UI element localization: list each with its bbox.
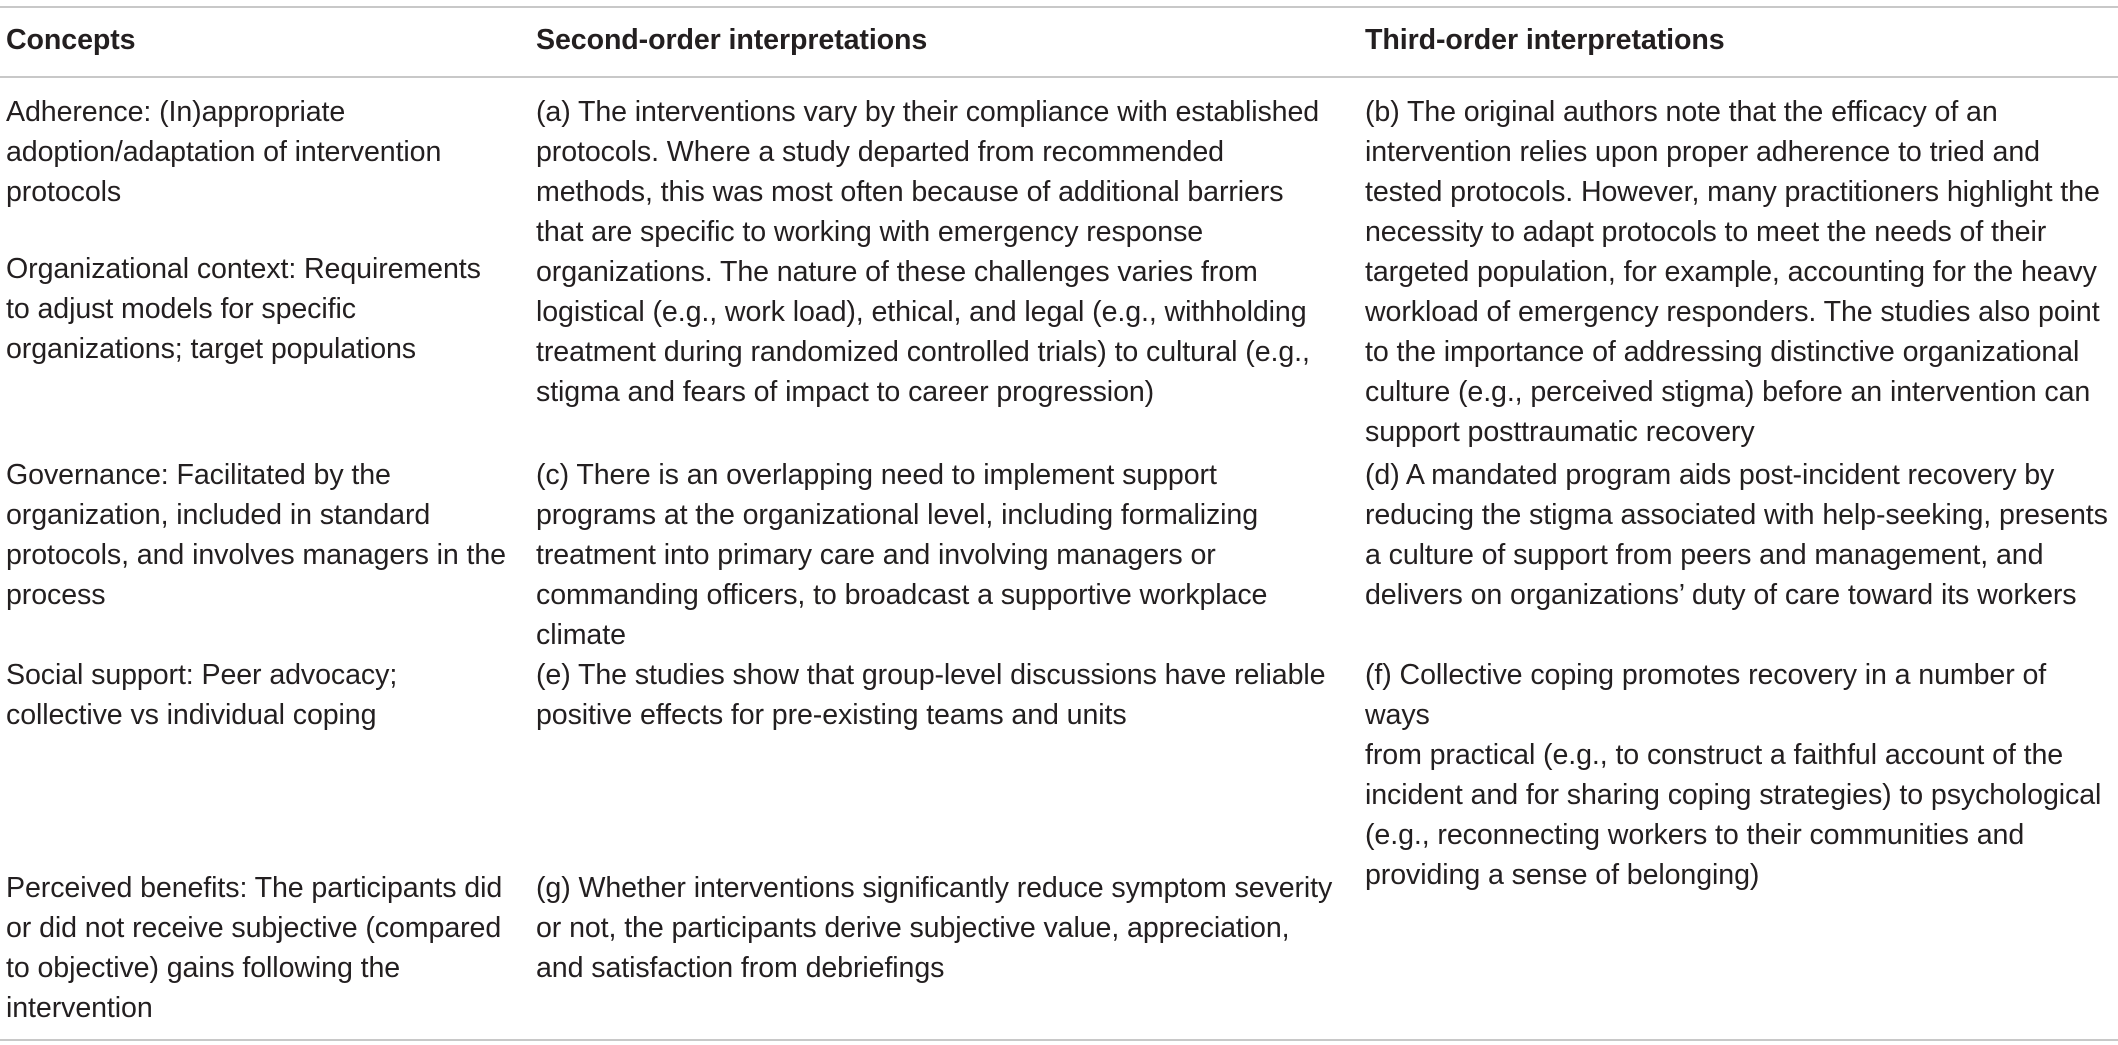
header-concepts: Concepts (6, 24, 136, 56)
third-order-f: (f) Collective coping promotes recovery in a number of ways from practical (e.g., to construct a faithful account of the incident and for sharing coping strategies) to psychological (e.g., reconnecting workers to their communities and providing a sense of belonging) (1365, 659, 2102, 891)
second-order-c: (c) There is an overlapping need to implement support programs at the organizational level, including formalizing treatment into primary care and involving managers or commanding officers, to broadcast a supportive workplace climate (536, 459, 1268, 651)
second-order-e: (e) The studies show that group-level discussions have reliable positive effects for pre-existing teams and units (536, 659, 1326, 731)
concept-social-support: Social support: Peer advocacy; collective vs individual coping (6, 659, 398, 731)
concept-adherence: Adherence: (In)appropriate adoption/adaptation of intervention protocols (6, 96, 442, 208)
second-order-g: (g) Whether interventions significantly reduce symptom severity or not, the participants derive subjective value, appreciation, and satisfaction from debriefings (536, 872, 1333, 984)
concept-perceived-benefits: Perceived benefits: The participants did or did not receive subjective (compared to objective) gains following the intervention (6, 872, 503, 1024)
header-third-order: Third-order interpretations (1365, 24, 1725, 56)
table-header-rule (0, 76, 2118, 78)
header-second-order: Second-order interpretations (536, 24, 928, 56)
third-order-d: (d) A mandated program aids post-incident recovery by reducing the stigma associated with help-seeking, presents a culture of support from peers and management, and delivers on organizations’ duty of care toward its workers (1365, 459, 2108, 611)
concept-governance: Governance: Facilitated by the organization, included in standard protocols, and involves managers in the process (6, 459, 506, 611)
second-order-a: (a) The interventions vary by their compliance with established protocols. Where a study departed from recommended methods, this was most often because of additional barriers that are specific to working with emergency response organizations. The nature of these challenges varies from logistical (e.g., work load), ethical, and legal (e.g., withholding treatment during randomized controlled trials) to cultural (e.g., stigma and fears of impact to career progression) (536, 96, 1320, 408)
third-order-b: (b) The original authors note that the efficacy of an intervention relies upon proper adherence to tried and tested protocols. However, many practitioners highlight the necessity to adapt protocols to meet the needs of their targeted population, for example, accounting for the heavy workload of emergency responders. The studies also point to the importance of addressing distinctive organizational culture (e.g., perceived stigma) before an intervention can support posttraumatic recovery (1365, 96, 2100, 448)
table-bottom-rule (0, 1039, 2118, 1041)
concept-organizational-context: Organizational context: Requirements to adjust models for specific organizations; target populations (6, 253, 481, 365)
table-top-rule (0, 6, 2118, 8)
